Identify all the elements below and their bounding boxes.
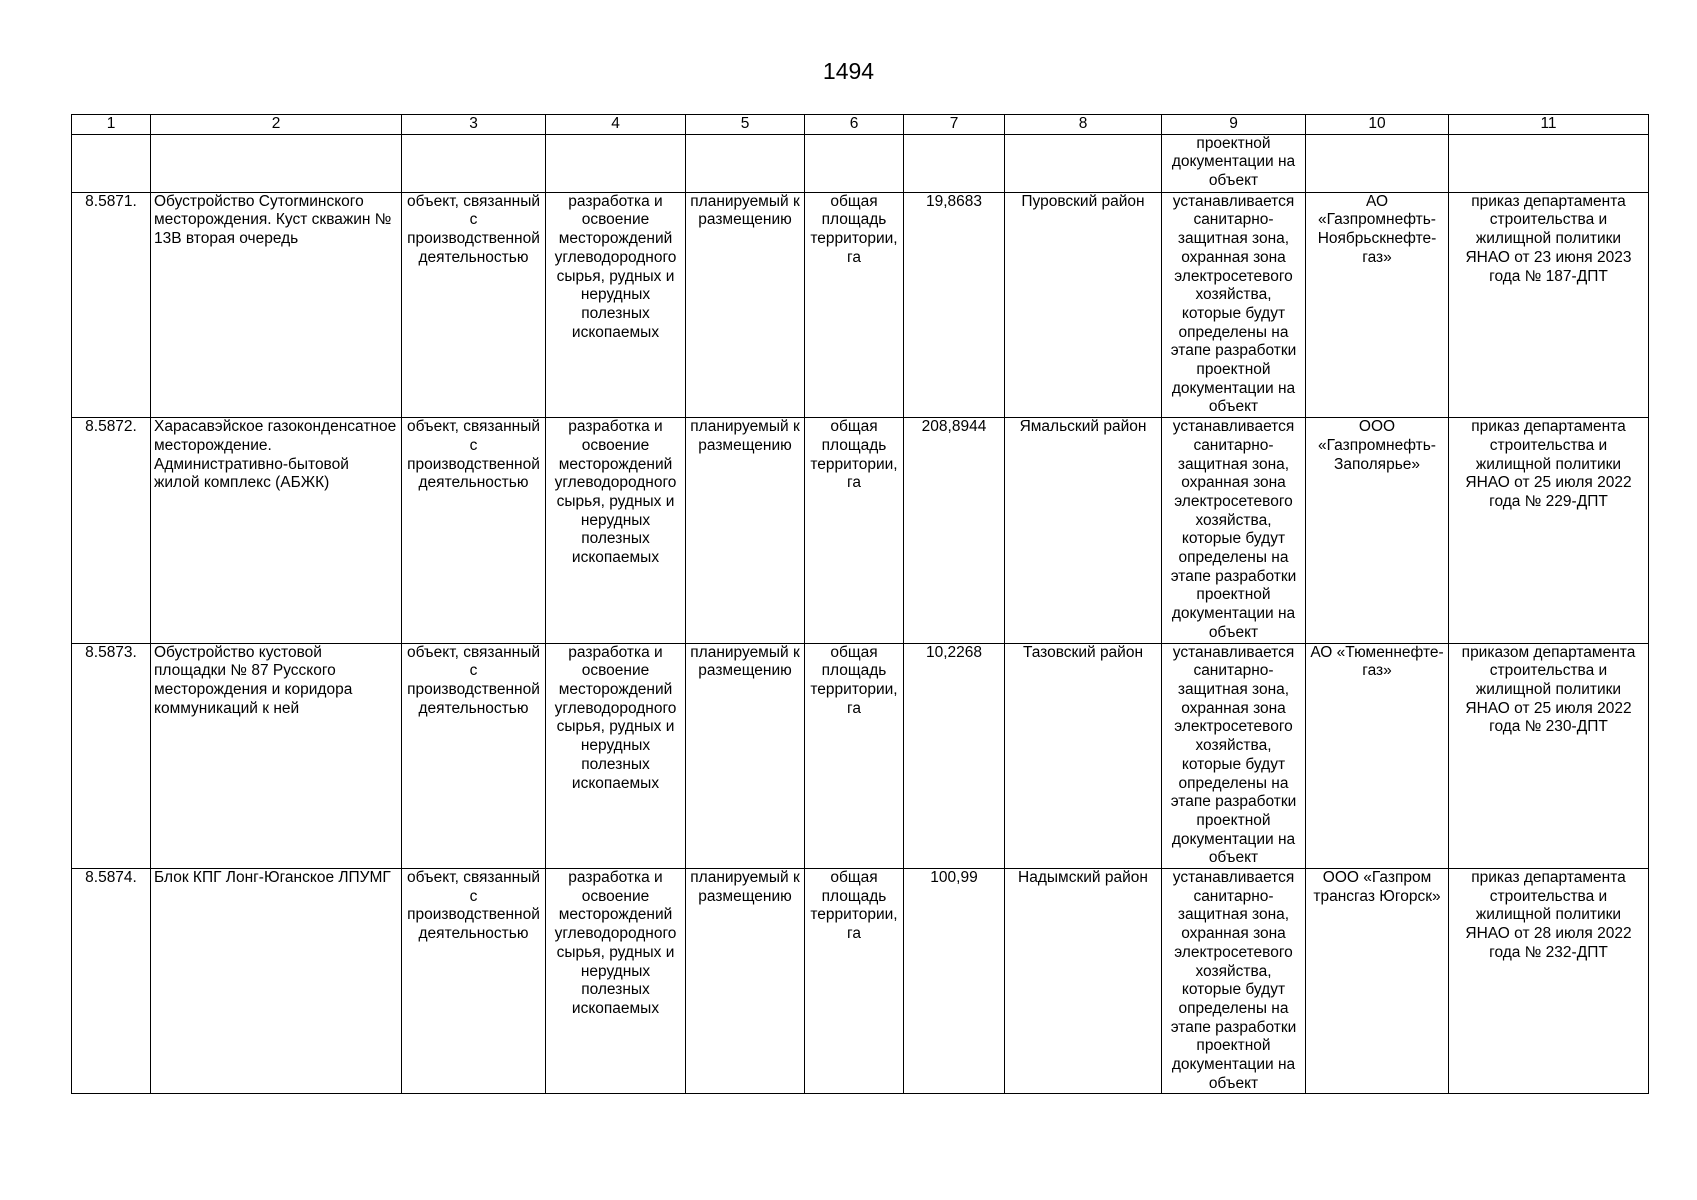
object-characteristic: общая площадь территории, га <box>805 192 904 417</box>
object-type: объект, связанный с производственной деятельностью <box>402 869 546 1094</box>
table-row <box>72 192 1649 417</box>
header-cell: 11 <box>1449 115 1649 135</box>
object-name: Обустройство кустовой площадки № 87 Русского месторождения и коридора коммуникаций к ней <box>151 643 402 868</box>
object-purpose: разработка и освоение месторождений углеводородного сырья, рудных и нерудных полезных ископаемых <box>546 643 686 868</box>
header-cell: 3 <box>402 115 546 135</box>
object-purpose: разработка и освоение месторождений углеводородного сырья, рудных и нерудных полезных ископаемых <box>546 418 686 643</box>
object-basis: приказом департамента строительства и жилищной политики ЯНАО от 25 июля 2022 года № 230-ДПТ <box>1449 643 1649 868</box>
object-type: объект, связанный с производственной деятельностью <box>402 643 546 868</box>
header-cell: 6 <box>805 115 904 135</box>
object-name: Харасавэйское газоконденсатное месторождение. Административно-бытовой жилой комплекс (АБЖК) <box>151 418 402 643</box>
table-row <box>72 869 1649 1094</box>
object-basis: приказ департамента строительства и жилищной политики ЯНАО от 23 июня 2023 года № 187-ДПТ <box>1449 192 1649 417</box>
header-cell: 5 <box>686 115 805 135</box>
object-characteristic: общая площадь территории, га <box>805 418 904 643</box>
object-purpose: разработка и освоение месторождений углеводородного сырья, рудных и нерудных полезных ископаемых <box>546 869 686 1094</box>
object-location: Ямальский район <box>1005 418 1162 643</box>
header-cell: 9 <box>1162 115 1306 135</box>
object-zones: устанавливается санитарно-защитная зона, охранная зона электросетевого хозяйства, которые будут определены на этапе разработки проектной документации на объект <box>1162 869 1306 1094</box>
object-value: 10,2268 <box>904 643 1005 868</box>
object-value: 100,99 <box>904 869 1005 1094</box>
object-status: планируемый к размещению <box>686 418 805 643</box>
object-characteristic: общая площадь территории, га <box>805 869 904 1094</box>
object-location: Тазовский район <box>1005 643 1162 868</box>
row-number: 8.5873. <box>72 643 151 868</box>
object-zones: устанавливается санитарно-защитная зона, охранная зона электросетевого хозяйства, которые будут определены на этапе разработки проектной документации на объект <box>1162 192 1306 417</box>
object-status: планируемый к размещению <box>686 869 805 1094</box>
object-type: объект, связанный с производственной деятельностью <box>402 192 546 417</box>
object-location: Надымский район <box>1005 869 1162 1094</box>
continuation-zones-cell: проектной документации на объект <box>1162 134 1306 192</box>
object-zones: устанавливается санитарно-защитная зона, охранная зона электросетевого хозяйства, которые будут определены на этапе разработки проектной документации на объект <box>1162 418 1306 643</box>
row-number: 8.5872. <box>72 418 151 643</box>
row-number: 8.5871. <box>72 192 151 417</box>
object-name: Обустройство Сутorминского месторождения. Куст скважин № 13В вторая очередь <box>151 192 402 417</box>
object-basis: приказ департамента строительства и жилищной политики ЯНАО от 25 июля 2022 года № 229-ДПТ <box>1449 418 1649 643</box>
object-name: Блок КПГ Лонг-Юганское ЛПУМГ <box>151 869 402 1094</box>
object-owner: АО «Тюменнефте-газ» <box>1306 643 1449 868</box>
row-number: 8.5874. <box>72 869 151 1094</box>
object-status: планируемый к размещению <box>686 643 805 868</box>
header-cell: 7 <box>904 115 1005 135</box>
table-header-row <box>72 115 1649 135</box>
object-characteristic: общая площадь территории, га <box>805 643 904 868</box>
object-owner: ООО «Газпром трансгаз Югорск» <box>1306 869 1449 1094</box>
object-zones: устанавливается санитарно-защитная зона, охранная зона электросетевого хозяйства, которые будут определены на этапе разработки проектной документации на объект <box>1162 643 1306 868</box>
object-type: объект, связанный с производственной деятельностью <box>402 418 546 643</box>
object-status: планируемый к размещению <box>686 192 805 417</box>
object-owner: АО «Газпромнефть-Ноябрьскнефте-газ» <box>1306 192 1449 417</box>
object-basis: приказ департамента строительства и жилищной политики ЯНАО от 28 июля 2022 года № 232-ДПТ <box>1449 869 1649 1094</box>
header-cell: 2 <box>151 115 402 135</box>
object-location: Пуровский район <box>1005 192 1162 417</box>
object-owner: ООО «Газпромнефть-Заполярье» <box>1306 418 1449 643</box>
header-cell: 1 <box>72 115 151 135</box>
registry-table <box>71 114 1649 1094</box>
object-value: 208,8944 <box>904 418 1005 643</box>
table-row <box>72 643 1649 868</box>
object-value: 19,8683 <box>904 192 1005 417</box>
continuation-row <box>72 134 1649 192</box>
header-cell: 4 <box>546 115 686 135</box>
object-purpose: разработка и освоение месторождений углеводородного сырья, рудных и нерудных полезных ископаемых <box>546 192 686 417</box>
header-cell: 10 <box>1306 115 1449 135</box>
page-number: 1494 <box>822 58 875 84</box>
table-row <box>72 418 1649 643</box>
header-cell: 8 <box>1005 115 1162 135</box>
